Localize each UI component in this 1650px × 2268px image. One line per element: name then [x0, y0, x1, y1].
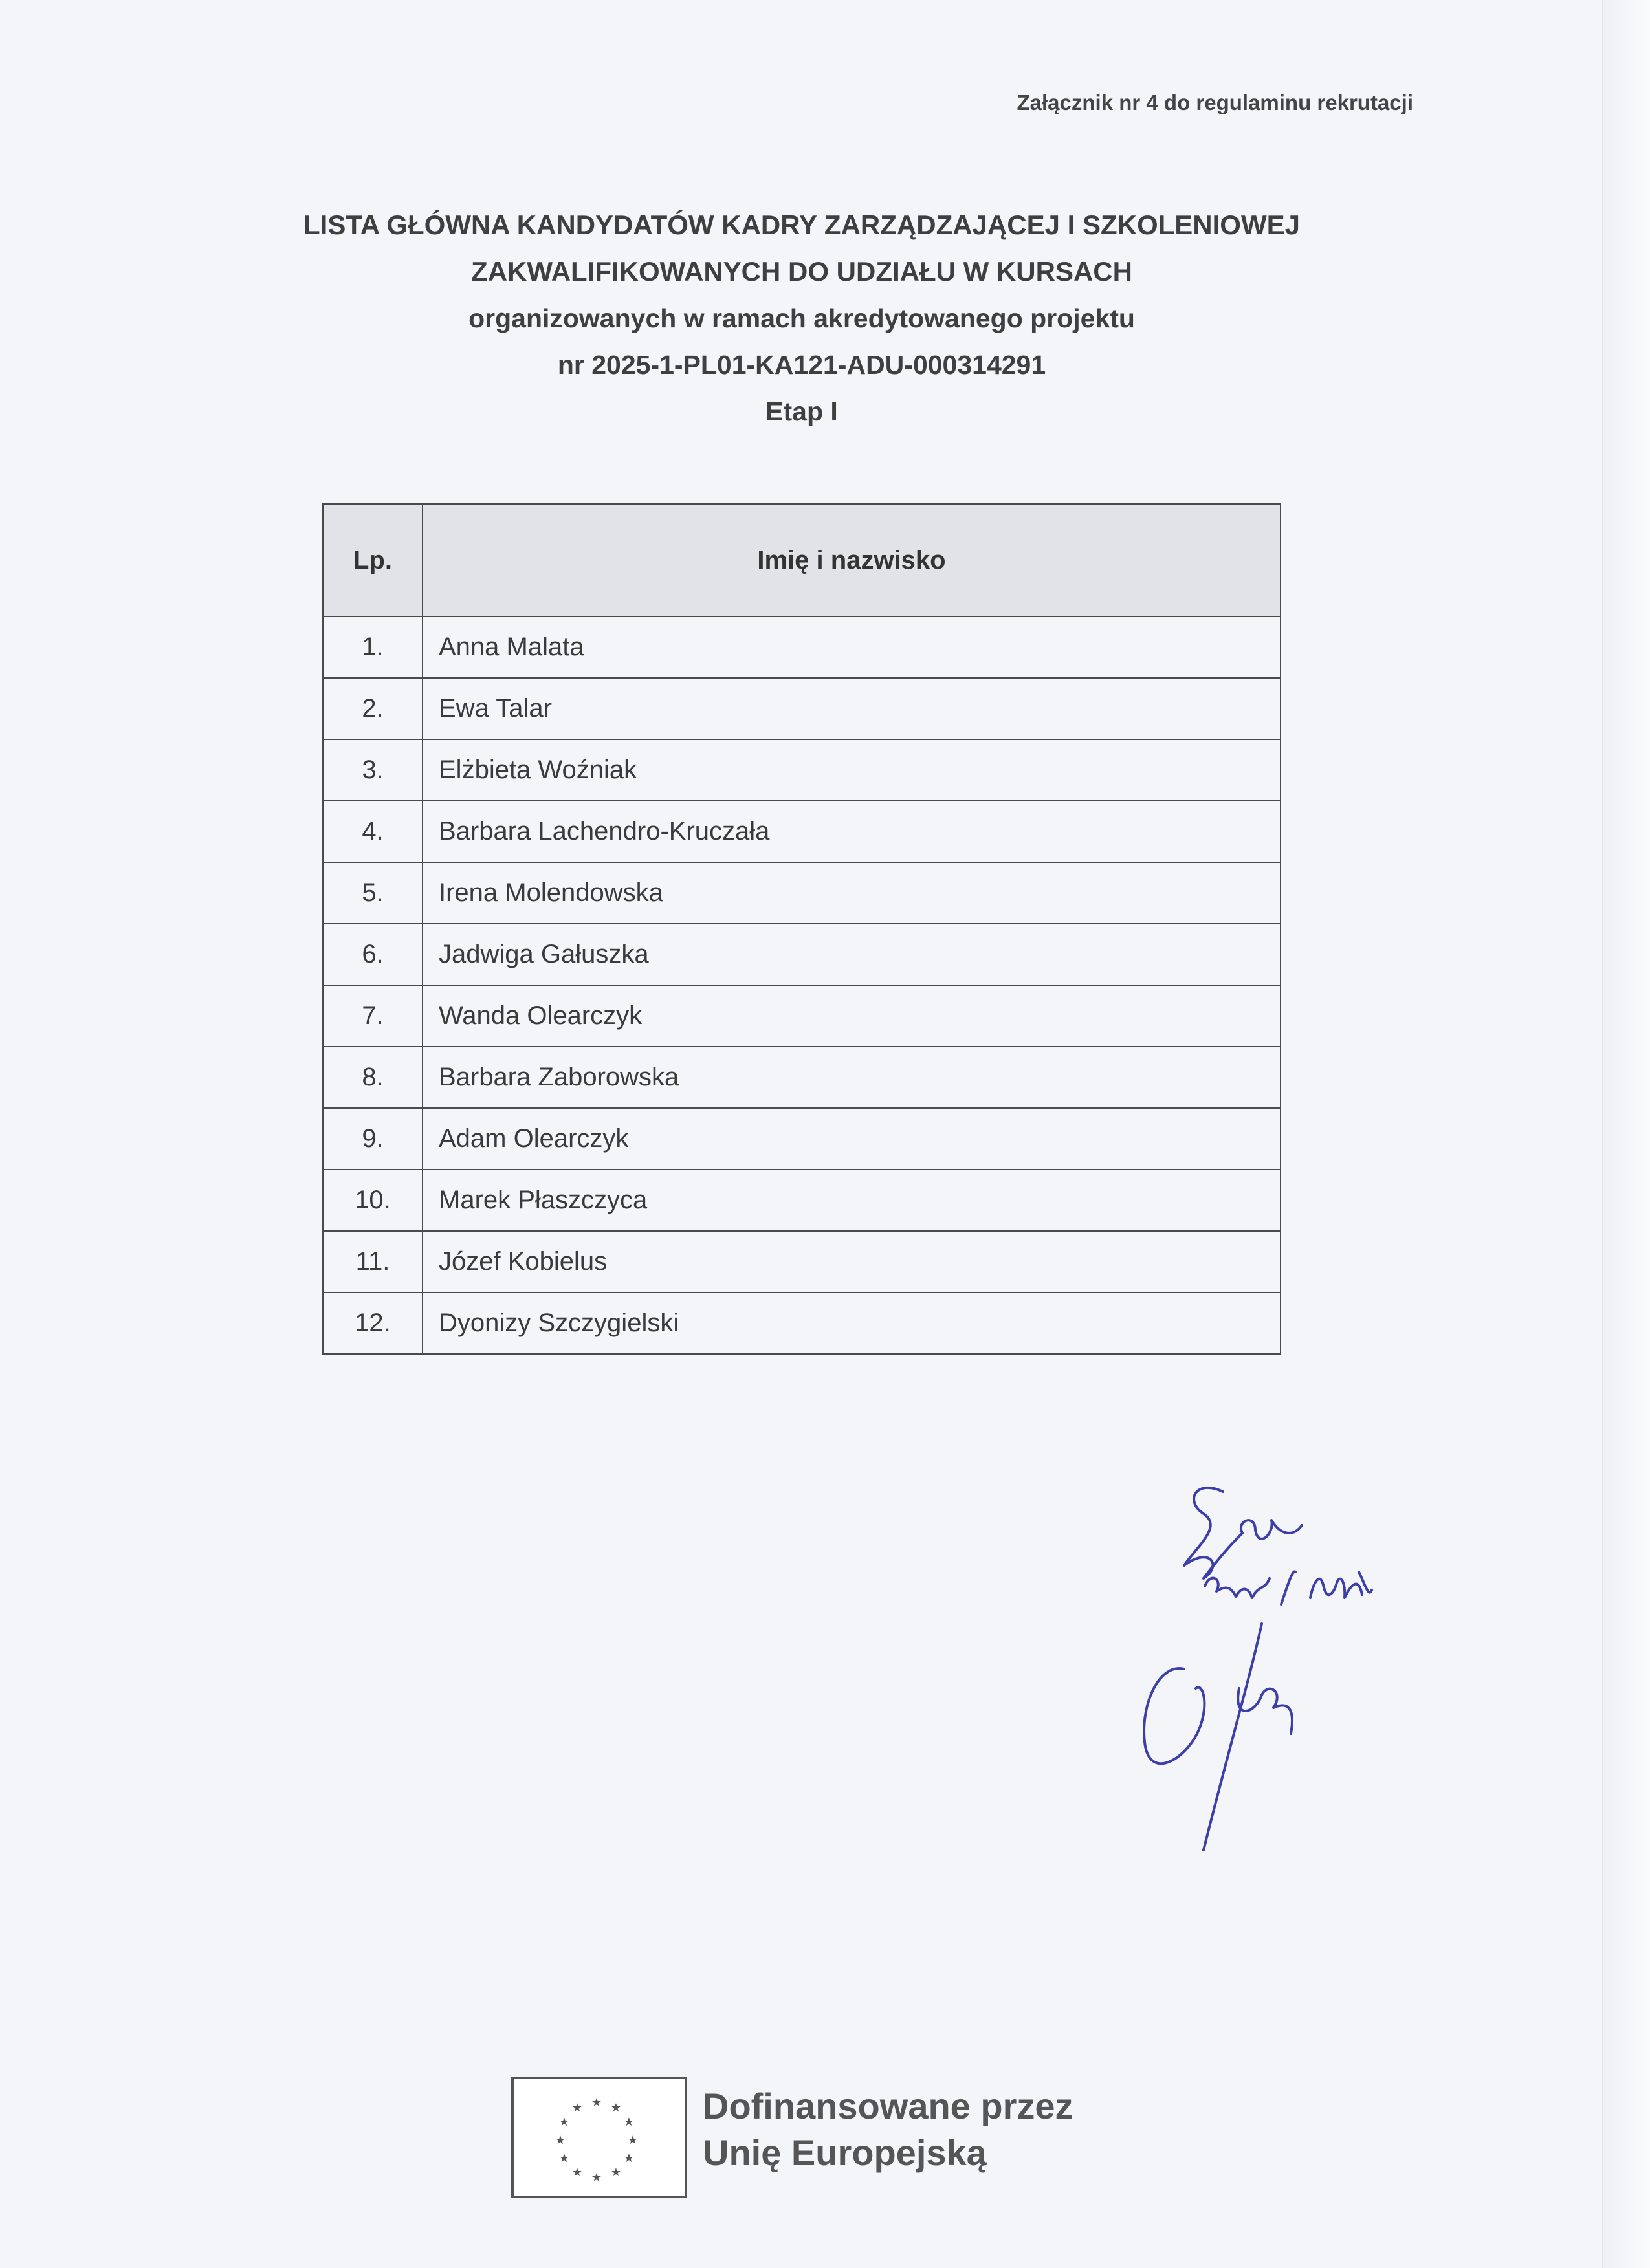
- svg-text:★: ★: [591, 2096, 602, 2110]
- svg-text:★: ★: [591, 2171, 602, 2185]
- svg-text:★: ★: [623, 2152, 635, 2165]
- row-number: 8.: [323, 1047, 423, 1108]
- row-number: 7.: [323, 985, 423, 1047]
- row-number: 11.: [323, 1231, 423, 1292]
- row-number: 10.: [323, 1170, 423, 1231]
- row-name: Anna Malata: [423, 616, 1281, 678]
- signature-1: [1184, 1488, 1302, 1578]
- stage-label: Etap I: [765, 397, 838, 426]
- eu-flag-icon: [511, 2077, 687, 2198]
- row-name: Jadwiga Gałuszka: [423, 924, 1281, 985]
- table-row: [323, 678, 1281, 739]
- header-number: Lp.: [323, 504, 423, 616]
- row-number: 6.: [323, 924, 423, 985]
- table-header-row: [323, 504, 1281, 616]
- svg-text:★: ★: [558, 2152, 570, 2165]
- header-name: Imię i nazwisko: [423, 504, 1281, 616]
- row-number: 2.: [323, 678, 423, 739]
- eu-stars: [514, 2079, 679, 2190]
- svg-text:★: ★: [571, 2166, 583, 2179]
- document-title: [0, 202, 1603, 435]
- row-number: 3.: [323, 739, 423, 801]
- title-line-3: organizowanych w ramach akredytowanego projektu: [468, 303, 1135, 333]
- table-row: [323, 1108, 1281, 1170]
- svg-text:★: ★: [610, 2166, 622, 2179]
- row-number: 5.: [323, 862, 423, 924]
- table-row: [323, 924, 1281, 985]
- table-row: [323, 1231, 1281, 1292]
- title-line-2: ZAKWALIFIKOWANYCH DO UDZIAŁU W KURSACH: [471, 256, 1132, 287]
- table-row: [323, 801, 1281, 862]
- eu-line-2: Unię Europejską: [703, 2132, 987, 2173]
- svg-text:★: ★: [627, 2133, 639, 2147]
- eu-funding-label: [703, 2083, 1073, 2176]
- signature-2: [1205, 1571, 1372, 1604]
- table-row: [323, 985, 1281, 1047]
- row-name: Barbara Zaborowska: [423, 1047, 1281, 1108]
- svg-text:★: ★: [623, 2115, 635, 2129]
- handwritten-signatures: [1126, 1475, 1488, 1876]
- svg-text:★: ★: [558, 2115, 570, 2129]
- scan-edge: [1602, 0, 1650, 2268]
- row-name: Dyonizy Szczygielski: [423, 1292, 1281, 1354]
- appendix-label: Załącznik nr 4 do regulaminu rekrutacji: [1017, 91, 1413, 114]
- eu-line-1: Dofinansowane przez: [703, 2086, 1073, 2126]
- table-row: [323, 1047, 1281, 1108]
- title-line-1: LISTA GŁÓWNA KANDYDATÓW KADRY ZARZĄDZAJĄCEJ I SZKOLENIOWEJ: [303, 210, 1300, 240]
- row-number: 1.: [323, 616, 423, 678]
- row-name: Józef Kobielus: [423, 1231, 1281, 1292]
- row-number: 4.: [323, 801, 423, 862]
- row-name: Irena Molendowska: [423, 862, 1281, 924]
- table-row: [323, 616, 1281, 678]
- row-name: Elżbieta Woźniak: [423, 739, 1281, 801]
- row-name: Adam Olearczyk: [423, 1108, 1281, 1170]
- svg-text:★: ★: [571, 2101, 583, 2115]
- row-name: Marek Płaszczyca: [423, 1170, 1281, 1231]
- row-name: Barbara Lachendro-Kruczała: [423, 801, 1281, 862]
- row-name: Wanda Olearczyk: [423, 985, 1281, 1047]
- table-row: [323, 862, 1281, 924]
- row-number: 9.: [323, 1108, 423, 1170]
- svg-text:★: ★: [610, 2101, 622, 2115]
- project-number: nr 2025-1-PL01-KA121-ADU-000314291: [557, 350, 1046, 380]
- table-row: [323, 1292, 1281, 1354]
- table-row: [323, 1170, 1281, 1231]
- row-number: 12.: [323, 1292, 423, 1354]
- row-name: Ewa Talar: [423, 678, 1281, 739]
- table-row: [323, 739, 1281, 801]
- candidates-table: [322, 503, 1281, 1355]
- svg-text:★: ★: [555, 2133, 566, 2147]
- signature-3: [1144, 1624, 1292, 1850]
